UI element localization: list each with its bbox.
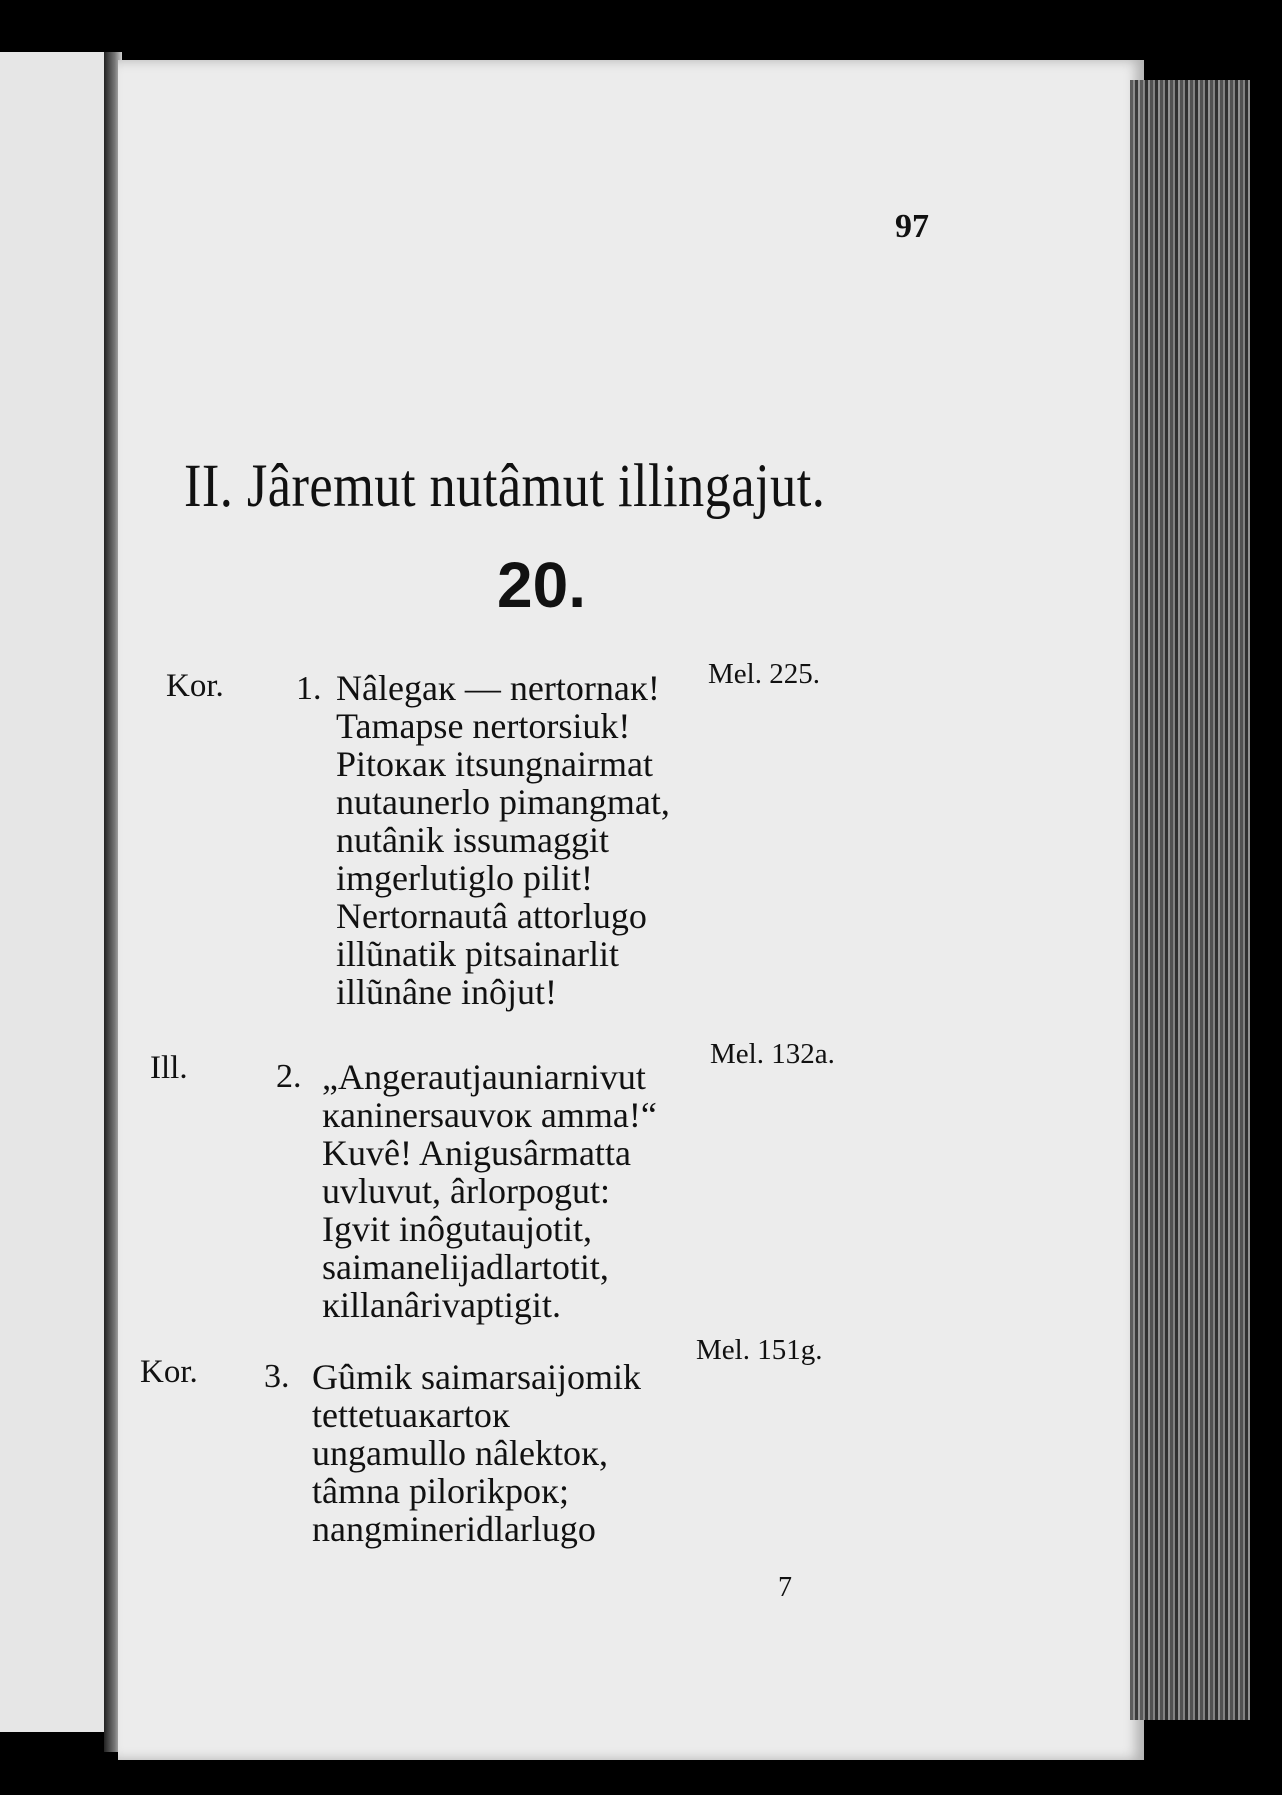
verse-line: uvluvut, ârlorpogut: xyxy=(322,1171,610,1211)
verse-line: illũnatik pitsainarlit xyxy=(336,934,619,974)
verse-3-text xyxy=(312,1358,641,1548)
hymn-number: 20. xyxy=(497,549,586,621)
page-block-edge xyxy=(1130,80,1250,1720)
verse-1-text xyxy=(336,669,670,1011)
printer-signature: 7 xyxy=(778,1572,792,1603)
verse-3-melody: Mel. 151g. xyxy=(696,1334,823,1366)
verse-2-melody: Mel. 132a. xyxy=(710,1038,835,1070)
verse-line: illũnâne inôjut! xyxy=(336,972,557,1012)
verse-line: tâmna pilorikpoĸ; xyxy=(312,1471,569,1511)
verse-line: Tamapse nertorsiuk! xyxy=(336,706,631,746)
verse-line: saimanelijadlartotit, xyxy=(322,1247,609,1287)
verse-1-number: 1. xyxy=(296,670,322,707)
verse-2-label: Ill. xyxy=(150,1050,188,1086)
verse-line: ĸillanârivaptigit. xyxy=(322,1285,561,1325)
verse-2-text xyxy=(322,1058,657,1324)
verse-line: ĸaninersauvoĸ amma!“ xyxy=(322,1095,657,1135)
verse-line: Kuvê! Anigusârmatta xyxy=(322,1133,631,1173)
left-page-edge xyxy=(0,52,108,1732)
verse-line: Nâlegaĸ — nertornaĸ! xyxy=(336,668,660,708)
verse-line: Igvit inôgutaujotit, xyxy=(322,1209,592,1249)
verse-3-number: 3. xyxy=(264,1358,290,1395)
verse-1-melody: Mel. 225. xyxy=(708,658,820,690)
verse-line: ungamullo nâlektoĸ, xyxy=(312,1433,608,1473)
verse-line: nutânik issumaggit xyxy=(336,820,609,860)
verse-2-number: 2. xyxy=(276,1058,302,1095)
page-number: 97 xyxy=(895,208,929,245)
verse-line: nutaunerlo pimangmat, xyxy=(336,782,670,822)
verse-1-label: Kor. xyxy=(166,668,224,704)
verse-line: Nertornautâ attorlugo xyxy=(336,896,647,936)
section-title: II. Jâremut nutâmut illingajut. xyxy=(184,453,826,520)
verse-line: „Angerautjauniarnivut xyxy=(322,1057,646,1097)
verse-line: Pitoĸaĸ itsungnairmat xyxy=(336,744,653,784)
verse-line: nangmineridlarlugo xyxy=(312,1509,596,1549)
verse-line: tettetuaĸartoĸ xyxy=(312,1395,510,1435)
verse-3-label: Kor. xyxy=(140,1354,198,1390)
verse-line: Gûmik saimarsaijomik xyxy=(312,1357,641,1397)
verse-line: imgerlutiglo pilit! xyxy=(336,858,593,898)
